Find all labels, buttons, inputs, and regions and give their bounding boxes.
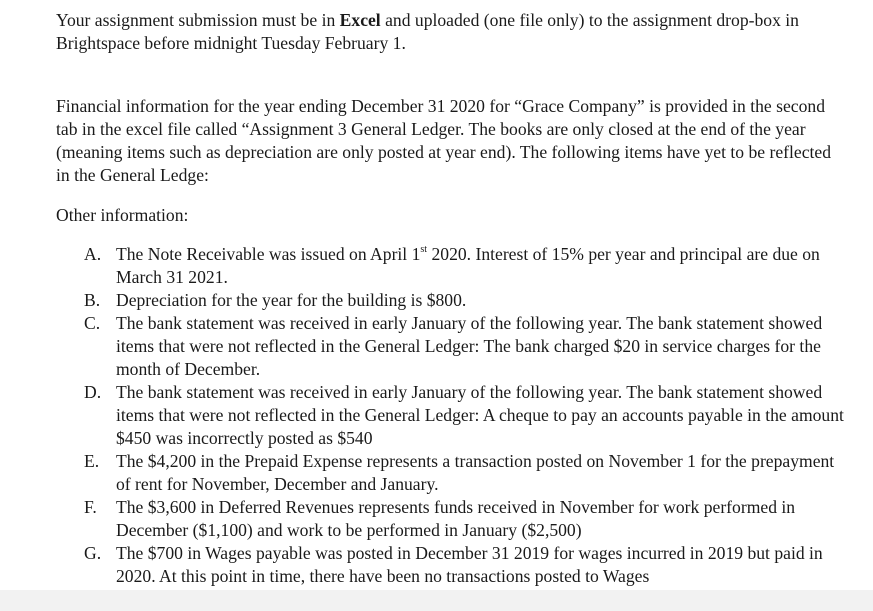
- list-item-text: The $4,200 in the Prepaid Expense represents a transaction posted on November 1 for the prepayment of rent for November, December and January.: [116, 451, 835, 494]
- list-marker: G.: [84, 543, 102, 563]
- financial-information-paragraph: Financial information for the year ending December 31 2020 for “Grace Company” is provided in the second tab in the excel file called “Assignment 3 General Ledger. The books are only closed at the end of the year (meaning items such as depreciation are only posted at year end). The following items have yet to be reflected in the General Ledge:: [56, 96, 831, 185]
- list-item-text: 2020. Interest of 15% per year and principal are due on March 31 2021.: [116, 244, 820, 287]
- list-marker: D.: [84, 382, 102, 402]
- list-item-b: [84, 289, 844, 312]
- list-marker: E.: [84, 451, 100, 471]
- list-marker: F.: [84, 497, 97, 517]
- list-item-text: The Note Receivable was issued on April 1: [116, 244, 421, 264]
- list-marker: B.: [84, 290, 101, 310]
- intro-bold-excel: Excel: [339, 10, 381, 30]
- list-item-text: The $700 in Wages payable was posted in December 31 2019 for wages incurred in 2019 but paid in 2020. At this point in time, there have been no transactions posted to Wages: [116, 543, 823, 586]
- list-item-text: The $3,600 in Deferred Revenues represents funds received in November for work performed in December ($1,100) and work to be performed in January ($2,500): [116, 497, 796, 540]
- intro-text-start: Your assignment submission must be in: [56, 10, 340, 30]
- list-marker: C.: [84, 313, 101, 333]
- other-information-list: [84, 243, 844, 588]
- list-item-d: [84, 381, 844, 450]
- intro-text-end: and uploaded (one file only) to the assignment drop-box in Brightspace before midnight Tuesday February 1.: [56, 10, 799, 53]
- list-item-text: Depreciation for the year for the building is $800.: [116, 290, 467, 310]
- list-marker: A.: [84, 244, 102, 264]
- list-item-a: [84, 243, 844, 289]
- page-bottom-margin: [0, 590, 873, 611]
- list-item-f: [84, 496, 844, 542]
- submission-instructions: [56, 9, 846, 55]
- list-item-e: [84, 450, 844, 496]
- list-item-text: The bank statement was received in early January of the following year. The bank statement showed items that were not reflected in the General Ledger: A cheque to pay an accounts payable in the amount $450 was incorrectly posted as $540: [116, 382, 844, 448]
- list-item-g: [84, 542, 844, 588]
- list-item-c: [84, 312, 844, 381]
- list-item-text: The bank statement was received in early January of the following year. The bank statement showed items that were not reflected in the General Ledger: The bank charged $20 in service charges for the month of December.: [116, 313, 823, 379]
- ordinal-superscript: st: [420, 244, 428, 256]
- other-information-heading: Other information:: [56, 205, 189, 225]
